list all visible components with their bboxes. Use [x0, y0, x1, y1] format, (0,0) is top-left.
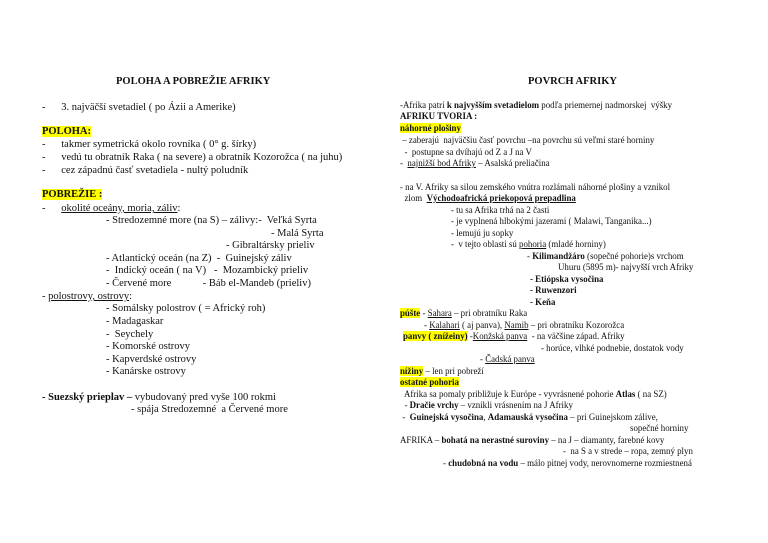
polostrovy-line — [42, 292, 132, 303]
r18-b: - — [420, 308, 428, 318]
right-title: POVRCH AFRIKY — [528, 76, 617, 87]
r-line-15: - Etiópska vysočina — [530, 274, 604, 284]
r-line-3 — [400, 124, 461, 133]
r24-text: ostatné pohoria — [400, 377, 459, 387]
r22-b: Čadská panva — [485, 354, 535, 364]
r-line-17: - Keňa — [530, 297, 556, 307]
r26-b: Dračie vrchy — [409, 400, 459, 410]
r29-a: AFRIKA – — [400, 435, 442, 445]
r8-a: zlom — [400, 193, 427, 203]
r22-a: - — [480, 354, 486, 364]
r25-b: Atlas — [615, 389, 636, 399]
polostrov-item-1: - Somálsky polostrov ( = Africký roh) — [106, 303, 266, 314]
r-line-25 — [400, 390, 667, 399]
pobrezie-heading — [42, 190, 102, 201]
r25-a: Afrika sa pomaly približuje k Európe - vyvrásnené pohorie — [400, 389, 616, 399]
r1-a: -Afrika patrí — [400, 100, 447, 110]
r29-c: – na J – diamanty, farebné kovy — [549, 435, 665, 445]
r-line-12 — [451, 240, 606, 249]
oceany-label: okolité oceány, moria, záliv — [61, 203, 178, 214]
r25-c: ( na SZ) — [635, 389, 667, 399]
r-line-29 — [400, 436, 664, 445]
r8-b: Východoafrická priekopová prepadlina — [426, 193, 576, 203]
r1-b: k najvyšším svetadielom — [446, 100, 540, 110]
r-line-11: - lemujú ju sopky — [451, 228, 514, 238]
oceany-prefix: - — [42, 203, 62, 214]
r31-a: - — [443, 458, 449, 468]
r-line-8 — [400, 194, 576, 203]
r20-c: Konžská panva — [472, 331, 528, 341]
poloha-item-2: - vedú tu obratník Raka ( na severe) a obratník Kozorožca ( na juhu) — [42, 152, 343, 163]
polostrov-item-2: - Madagaskar — [106, 316, 164, 327]
polostrov-item-3: - Seychely — [106, 329, 154, 340]
suez-text: vybudovaný pred vyše 100 rokmi — [132, 392, 276, 403]
intro-line: - 3. najväčší svetadiel ( po Ázii a Amerike) — [42, 102, 236, 113]
polostrov-item-4: - Komorské ostrovy — [106, 341, 190, 352]
r13-a: - — [527, 251, 533, 261]
oceany-suffix: : — [177, 203, 181, 214]
r-line-30: - na S a v strede – ropa, zemný plyn — [563, 446, 693, 456]
polostrov-item-6: - Kanárske ostrovy — [106, 366, 186, 377]
atlanticky-line: - Atlantický oceán (na Z) - Guinejský záliv — [106, 253, 292, 264]
r19-a: - — [424, 320, 430, 330]
r-line-21: - horúce, vlhké podnebie, dostatok vody — [541, 343, 684, 353]
gibraltar-line: - Gibraltársky prieliv — [226, 240, 315, 251]
r19-d: Namib — [504, 320, 529, 330]
r12-c: (mladé horniny) — [546, 239, 606, 249]
suez-line — [42, 393, 276, 404]
r27-d: Adamauská vysočina — [487, 412, 568, 422]
poloha-item-1: - takmer symetrická okolo rovníka ( 0° g. šírky) — [42, 139, 257, 150]
r18-a: púšte — [400, 308, 421, 318]
pobrezie-heading-text: POBREŽIE : — [42, 189, 103, 200]
r6-b: najnižší bod Afriky — [407, 158, 476, 168]
r27-b: Guinejská vysočina — [409, 412, 484, 422]
polostrov-item-5: - Kapverdské ostrovy — [106, 354, 197, 365]
r29-b: bohatá na nerastné suroviny — [441, 435, 550, 445]
r12-a: - v tejto oblasti sú — [451, 239, 520, 249]
r20-d: - na väčšine západ. Afriky — [527, 331, 625, 341]
r3-text: náhorné plošiny — [400, 123, 461, 133]
left-title: POLOHA A POBREŽIE AFRIKY — [116, 76, 271, 87]
r20-b: - — [467, 331, 473, 341]
r13-c: (sopečné pohorie)s vrchom — [584, 251, 684, 261]
r13-b: Kilimandžáro — [532, 251, 585, 261]
r19-b: Kalahari — [429, 320, 460, 330]
r-line-31 — [443, 459, 692, 468]
indicky-line: - Indický oceán ( na V) - Mozambický prieliv — [106, 265, 309, 276]
r18-c: Sahara — [427, 308, 452, 318]
r-line-13 — [527, 252, 684, 261]
suez-line-2: - spája Stredozemné a Červené more — [131, 404, 288, 415]
r-line-2: AFRIKU TVORIA : — [400, 111, 478, 121]
r-line-18 — [400, 309, 527, 318]
r31-c: – málo pitnej vody, nerovnomerne rozmiestnená — [518, 458, 692, 468]
r-line-23 — [400, 367, 484, 376]
poloha-item-3: - cez západnú časť svetadiela - nultý poludník — [42, 165, 249, 176]
r-line-27 — [400, 413, 658, 422]
polostrovy-prefix: - — [42, 291, 49, 302]
r-line-5: - postupne sa dvíhajú od Z a J na V — [400, 147, 532, 157]
r12-b: pohoria — [519, 239, 547, 249]
r27-e: – pri Guinejskom zálive, — [567, 412, 658, 422]
r31-b: chudobná na vodu — [448, 458, 519, 468]
r19-e: – pri obratníku Kozorožca — [528, 320, 625, 330]
r-line-26 — [400, 401, 573, 410]
mala-syrta-line: - Malá Syrta — [271, 228, 324, 239]
r20-a: panvy ( znížeiny) — [403, 331, 468, 341]
r-line-24 — [400, 378, 459, 387]
r-line-20 — [403, 332, 625, 341]
polostrovy-label: polostrovy, ostrovy — [48, 291, 130, 302]
r27-c: , — [483, 412, 488, 422]
r6-c: – Asalská preliačina — [475, 158, 550, 168]
r27-a: - — [400, 412, 410, 422]
oceany-line — [42, 204, 180, 215]
r6-a: - — [400, 158, 408, 168]
r1-c: podľa priemernej nadmorskej výšky — [539, 100, 673, 110]
r26-c: – vznikli vrásnením na J Afriky — [458, 400, 573, 410]
r-line-16: - Ruwenzori — [530, 285, 577, 295]
r23-a: nížiny — [400, 366, 424, 376]
poloha-heading — [42, 127, 91, 138]
suez-label: - Suezský prieplav – — [42, 392, 133, 403]
r-line-22 — [480, 355, 535, 364]
poloha-heading-text: POLOHA: — [42, 126, 91, 137]
r-line-10: - je vyplnená hlbokými jazerami ( Malawi, Tanganika...) — [451, 216, 652, 226]
cervene-more-line: - Červené more - Báb el-Mandeb (prieliv) — [106, 278, 311, 289]
r23-b: – len pri pobreží — [423, 366, 484, 376]
r-line-4: – zaberajú najväčšiu časť povrchu –na povrchu sú veľmi staré horniny — [400, 135, 655, 145]
r-line-1 — [400, 101, 672, 110]
r-line-9: - tu sa Afrika trhá na 2 časti — [451, 205, 550, 215]
polostrovy-suffix: : — [129, 291, 133, 302]
r-line-28: sopečné horniny — [630, 423, 689, 433]
r19-c: ( aj panva), — [459, 320, 505, 330]
r-line-6 — [400, 159, 550, 168]
r-line-7: - na V. Afriky sa silou zemského vnútra rozlámali náhorné plošiny a vznikol — [400, 182, 671, 192]
stredozemne-line: - Stredozemné more (na S) – zálivy:- Veľká Syrta — [106, 215, 317, 226]
r18-d: – pri obratníku Raka — [451, 308, 528, 318]
r-line-14: Uhuru (5895 m)- najvyšší vrch Afriky — [558, 262, 694, 272]
r26-a: - — [400, 400, 410, 410]
r-line-19 — [424, 321, 624, 330]
